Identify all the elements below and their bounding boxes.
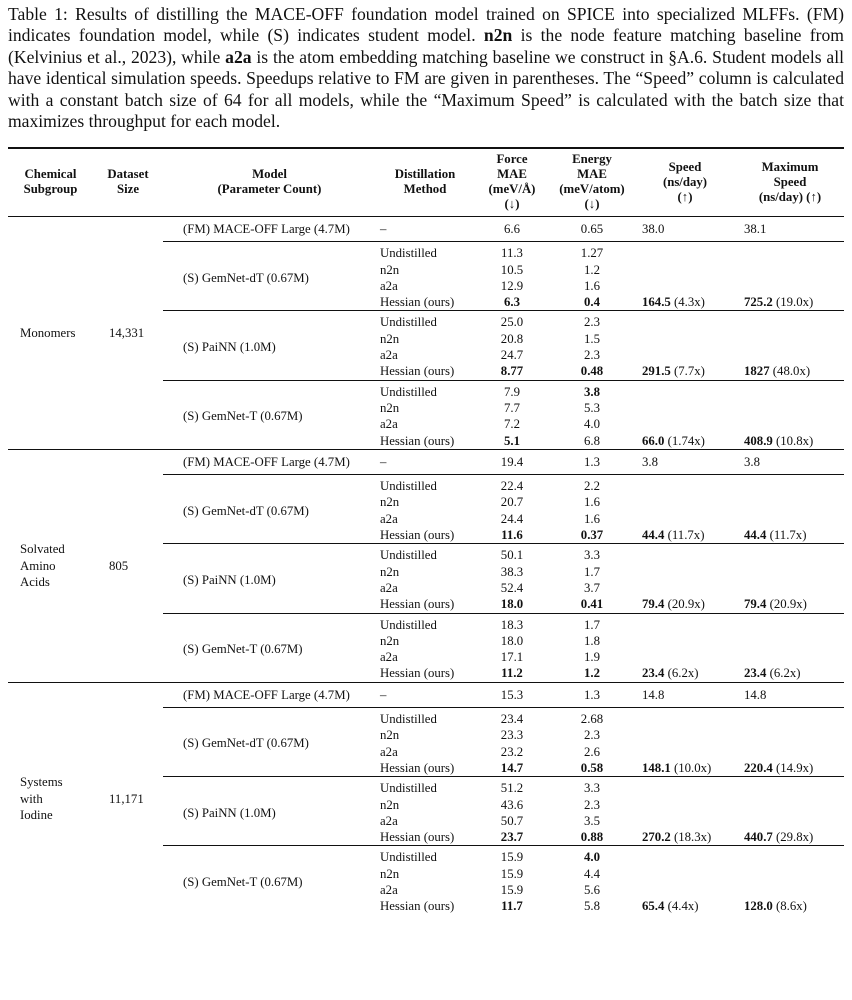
method-name: Hessian (ours) <box>380 899 455 914</box>
max-speedup: (20.9x) <box>769 597 807 612</box>
speed-value <box>634 278 736 294</box>
max-speed-value <box>736 846 844 866</box>
max-speed-value: 3.8 <box>736 449 844 474</box>
method-name: n2n <box>380 633 400 648</box>
max-speed-number: 1827 <box>744 364 770 379</box>
subgroup-name-line: Acids <box>20 574 50 589</box>
subgroup-name <box>8 449 93 682</box>
energy-mae: 1.7 <box>550 613 634 633</box>
speed-number: 65.4 <box>642 899 665 914</box>
speed-value: 3.8 <box>634 449 736 474</box>
force-mae: 20.7 <box>500 495 524 510</box>
speed-value <box>634 580 736 596</box>
force-mae: 7.2 <box>504 417 520 432</box>
caption-text-1: Table 1: Results of distilling the MACE-OFF foundation model trained on SPICE into specialized MLFFs. (FM) indicates foundation model, while (S) indicates student model. <box>8 4 844 46</box>
method-name: Undistilled <box>376 311 474 331</box>
speed-value <box>634 898 736 914</box>
speed-value: 38.0 <box>634 217 736 242</box>
method-name: Undistilled <box>376 380 474 400</box>
model-name: (FM) MACE-OFF Large (4.7M) <box>163 682 376 707</box>
max-speed-value <box>736 311 844 331</box>
method-name: n2n <box>380 564 400 579</box>
energy-mae: 3.3 <box>550 777 634 797</box>
energy-mae: 1.3 <box>550 682 634 707</box>
max-speedup: (6.2x) <box>769 666 801 681</box>
force-mae: 11.7 <box>501 899 523 914</box>
subgroup-name-line: Iodine <box>20 807 53 822</box>
max-speedup: (11.7x) <box>769 528 807 543</box>
energy-mae: 0.88 <box>580 830 604 845</box>
method-name: Undistilled <box>376 708 474 728</box>
max-speed-value: 14.8 <box>736 682 844 707</box>
speed-value <box>634 475 736 495</box>
force-mae: 15.3 <box>474 682 550 707</box>
speedup: (4.4x) <box>667 899 699 914</box>
force-mae: 50.7 <box>500 813 524 828</box>
fm-row <box>8 217 844 242</box>
energy-mae: 3.3 <box>550 544 634 564</box>
method-name: Hessian (ours) <box>380 830 455 845</box>
energy-mae: 4.0 <box>584 417 600 432</box>
energy-mae: 2.3 <box>584 728 600 743</box>
speed-value <box>634 262 736 278</box>
force-mae: 24.4 <box>500 511 524 526</box>
max-speed-value <box>736 797 844 813</box>
method-name: a2a <box>380 417 398 432</box>
method-name: – <box>376 217 474 242</box>
header-row <box>8 150 844 217</box>
speed-value <box>634 760 736 777</box>
force-mae: 7.9 <box>474 380 550 400</box>
speed-number: 23.4 <box>642 666 665 681</box>
max-speed-number: 79.4 <box>744 597 767 612</box>
model-name: (FM) MACE-OFF Large (4.7M) <box>163 217 376 242</box>
speed-value <box>634 708 736 728</box>
method-name: n2n <box>380 797 400 812</box>
force-mae: 17.1 <box>500 650 524 665</box>
caption-text-2: is the node feature matching baseline from (Kelvinius et al., 2023), while <box>8 25 844 67</box>
method-name: Undistilled <box>376 846 474 866</box>
max-speed-value <box>736 898 844 914</box>
force-mae: 19.4 <box>474 449 550 474</box>
speed-value <box>634 511 736 527</box>
force-mae: 51.2 <box>474 777 550 797</box>
energy-mae: 2.3 <box>550 311 634 331</box>
speedup: (18.3x) <box>674 830 712 845</box>
subgroup-name-line: Solvated <box>20 542 65 557</box>
energy-mae: 5.3 <box>584 400 600 415</box>
max-speed-value <box>736 527 844 544</box>
force-mae: 11.3 <box>474 242 550 262</box>
speed-value <box>634 744 736 760</box>
max-speed-value <box>736 262 844 278</box>
max-speedup: (8.6x) <box>776 899 807 914</box>
max-speed-number: 128.0 <box>744 899 773 914</box>
force-mae: 8.77 <box>500 364 524 379</box>
force-mae: 20.8 <box>500 331 524 346</box>
dataset-size: 11,171 <box>93 682 163 914</box>
speed-value <box>634 596 736 613</box>
force-mae: 25.0 <box>474 311 550 331</box>
max-speed-value <box>736 380 844 400</box>
max-speed-value <box>736 564 844 580</box>
energy-mae: 1.2 <box>584 262 600 277</box>
max-speedup: (19.0x) <box>776 295 814 310</box>
energy-mae: 0.48 <box>580 364 604 379</box>
method-name: n2n <box>380 866 400 881</box>
method-name: Hessian (ours) <box>380 528 455 543</box>
max-speed-value <box>736 433 844 450</box>
model-name: (S) GemNet-dT (0.67M) <box>163 242 376 311</box>
speed-number: 44.4 <box>642 528 665 543</box>
speed-value <box>634 613 736 633</box>
method-name: Undistilled <box>376 475 474 495</box>
method-name: Undistilled <box>376 613 474 633</box>
max-speed-value <box>736 511 844 527</box>
speed-value <box>634 564 736 580</box>
header-dataset: Dataset Size <box>93 150 163 217</box>
max-speed-value <box>736 278 844 294</box>
energy-mae: 2.2 <box>550 475 634 495</box>
energy-mae: 3.8 <box>550 380 634 400</box>
speed-value <box>634 813 736 829</box>
energy-mae: 1.6 <box>584 495 600 510</box>
force-mae: 12.9 <box>500 278 524 293</box>
energy-mae: 2.3 <box>584 797 600 812</box>
energy-mae: 1.5 <box>584 331 600 346</box>
energy-mae: 0.65 <box>550 217 634 242</box>
speedup: (6.2x) <box>667 666 699 681</box>
max-speed-value <box>736 708 844 728</box>
max-speed-value <box>736 665 844 682</box>
caption-n2n: n2n <box>483 25 513 46</box>
top-rule <box>8 147 844 149</box>
force-mae: 18.0 <box>500 633 524 648</box>
max-speed-value <box>736 363 844 380</box>
speed-value <box>634 331 736 347</box>
speed-value <box>634 882 736 898</box>
force-mae: 6.6 <box>474 217 550 242</box>
speed-value <box>634 727 736 743</box>
header-force: Force MAE (meV/Å) (↓) <box>474 150 550 217</box>
method-name: Hessian (ours) <box>380 760 455 775</box>
energy-mae: 4.0 <box>550 846 634 866</box>
max-speed-value: 38.1 <box>736 217 844 242</box>
method-name: Undistilled <box>376 544 474 564</box>
speedup: (20.9x) <box>667 597 705 612</box>
method-name: n2n <box>380 400 400 415</box>
force-mae: 11.6 <box>501 528 523 543</box>
header-max-speed: Maximum Speed (ns/day) (↑) <box>736 150 844 217</box>
force-mae: 5.1 <box>504 433 520 448</box>
method-name: n2n <box>380 728 400 743</box>
speed-value <box>634 363 736 380</box>
header-energy: Energy MAE (meV/atom) (↓) <box>550 150 634 217</box>
method-name: Undistilled <box>376 777 474 797</box>
force-mae: 23.3 <box>500 728 524 743</box>
caption-a2a: a2a <box>225 46 252 67</box>
max-speed-value <box>736 596 844 613</box>
method-name: a2a <box>380 511 398 526</box>
model-name: (S) PaiNN (1.0M) <box>163 311 376 380</box>
max-speedup: (48.0x) <box>772 364 811 379</box>
max-speed-value <box>736 866 844 882</box>
model-name: (S) GemNet-T (0.67M) <box>163 380 376 449</box>
force-mae: 38.3 <box>500 564 524 579</box>
energy-mae: 1.9 <box>584 650 600 665</box>
max-speed-value <box>736 829 844 846</box>
method-name: n2n <box>380 495 400 510</box>
force-mae: 43.6 <box>500 797 524 812</box>
model-name: (FM) MACE-OFF Large (4.7M) <box>163 449 376 474</box>
header-speed: Speed (ns/day) (↑) <box>634 150 736 217</box>
energy-mae: 1.6 <box>584 278 600 293</box>
method-name: n2n <box>380 331 400 346</box>
speed-number: 270.2 <box>642 830 671 845</box>
dataset-size: 805 <box>93 449 163 682</box>
speed-value <box>634 649 736 665</box>
energy-mae: 1.27 <box>550 242 634 262</box>
caption-text-3: is the atom embedding matching baseline we construct in §A.6. Student models all have identical simulation speeds. Speedups relative to FM are given in parentheses. The “Speed” column is calculated with a constant batch size of 64 for all models, while the “Maximum Speed” is calculated with the batch size that maximizes throughput for each model. <box>8 46 844 132</box>
method-name: a2a <box>380 882 398 897</box>
force-mae: 6.3 <box>504 295 520 310</box>
method-name: Hessian (ours) <box>380 433 455 448</box>
energy-mae: 1.2 <box>584 666 600 681</box>
speedup: (10.0x) <box>674 760 712 775</box>
method-name: – <box>376 449 474 474</box>
speed-value <box>634 433 736 450</box>
method-name: – <box>376 682 474 707</box>
force-mae: 15.9 <box>474 846 550 866</box>
max-speed-number: 220.4 <box>744 760 773 775</box>
energy-mae: 0.58 <box>580 760 604 775</box>
max-speed-value <box>736 294 844 311</box>
max-speed-number: 44.4 <box>744 528 767 543</box>
force-mae: 18.3 <box>474 613 550 633</box>
model-name: (S) PaiNN (1.0M) <box>163 544 376 613</box>
speed-value <box>634 294 736 311</box>
energy-mae: 2.3 <box>584 348 600 363</box>
speed-value <box>634 544 736 564</box>
table-body <box>8 217 844 915</box>
subgroup-name-line: Amino <box>20 558 56 573</box>
max-speed-value <box>736 331 844 347</box>
energy-mae: 1.3 <box>550 449 634 474</box>
method-name: a2a <box>380 813 398 828</box>
max-speed-number: 440.7 <box>744 830 773 845</box>
speed-number: 148.1 <box>642 760 671 775</box>
energy-mae: 1.7 <box>584 564 600 579</box>
speed-value <box>634 347 736 363</box>
energy-mae: 6.8 <box>584 433 600 448</box>
speed-value <box>634 400 736 416</box>
max-speed-value <box>736 727 844 743</box>
force-mae: 22.4 <box>474 475 550 495</box>
speed-number: 291.5 <box>642 364 671 379</box>
force-mae: 7.7 <box>504 400 520 415</box>
method-name: a2a <box>380 650 398 665</box>
subgroup-name <box>8 682 93 914</box>
speed-value <box>634 829 736 846</box>
force-mae: 14.7 <box>500 760 524 775</box>
energy-mae: 1.6 <box>584 511 600 526</box>
speed-value <box>634 866 736 882</box>
max-speedup: (14.9x) <box>776 760 814 775</box>
energy-mae: 5.6 <box>584 882 600 897</box>
speedup: (11.7x) <box>667 528 705 543</box>
max-speed-value <box>736 882 844 898</box>
method-name: a2a <box>380 278 398 293</box>
speed-value <box>634 416 736 432</box>
method-name: n2n <box>380 262 400 277</box>
model-name: (S) GemNet-dT (0.67M) <box>163 475 376 544</box>
force-mae: 23.2 <box>500 744 524 759</box>
energy-mae: 1.8 <box>584 633 600 648</box>
energy-mae: 4.4 <box>584 866 600 881</box>
max-speed-value <box>736 580 844 596</box>
speed-value: 14.8 <box>634 682 736 707</box>
energy-mae: 5.8 <box>584 899 600 914</box>
max-speed-value <box>736 744 844 760</box>
energy-mae: 0.4 <box>584 295 600 310</box>
max-speedup: (10.8x) <box>776 433 814 448</box>
force-mae: 15.9 <box>500 866 524 881</box>
max-speed-value <box>736 813 844 829</box>
fm-row <box>8 449 844 474</box>
max-speed-value <box>736 613 844 633</box>
table-caption <box>8 4 844 132</box>
force-mae: 18.0 <box>500 597 524 612</box>
energy-mae: 2.6 <box>584 744 600 759</box>
speed-value <box>634 846 736 866</box>
speedup: (7.7x) <box>674 364 705 379</box>
max-speed-value <box>736 400 844 416</box>
subgroup-name-line: Monomers <box>20 325 76 340</box>
header-subgroup: Chemical Subgroup <box>8 150 93 217</box>
max-speed-value <box>736 760 844 777</box>
model-name: (S) GemNet-T (0.67M) <box>163 846 376 915</box>
force-mae: 24.7 <box>500 348 524 363</box>
results-table <box>8 150 844 915</box>
energy-mae: 2.68 <box>550 708 634 728</box>
energy-mae: 3.7 <box>584 580 600 595</box>
max-speed-number: 23.4 <box>744 666 767 681</box>
method-name: a2a <box>380 744 398 759</box>
speed-value <box>634 797 736 813</box>
speed-value <box>634 380 736 400</box>
subgroup-name-line: Systems <box>20 775 63 790</box>
header-method: Distillation Method <box>376 150 474 217</box>
method-name: Hessian (ours) <box>380 295 455 310</box>
force-mae: 52.4 <box>500 580 524 595</box>
max-speed-value <box>736 416 844 432</box>
max-speed-value <box>736 777 844 797</box>
model-name: (S) GemNet-T (0.67M) <box>163 613 376 682</box>
model-name: (S) PaiNN (1.0M) <box>163 777 376 846</box>
max-speed-value <box>736 475 844 495</box>
speed-value <box>634 665 736 682</box>
speed-value <box>634 242 736 262</box>
max-speed-value <box>736 494 844 510</box>
speedup: (1.74x) <box>667 433 705 448</box>
method-name: Hessian (ours) <box>380 666 455 681</box>
speed-number: 164.5 <box>642 295 671 310</box>
method-name: Undistilled <box>376 242 474 262</box>
method-name: Hessian (ours) <box>380 364 455 379</box>
force-mae: 11.2 <box>501 666 523 681</box>
speed-value <box>634 494 736 510</box>
header-model: Model (Parameter Count) <box>163 150 376 217</box>
speed-number: 79.4 <box>642 597 665 612</box>
force-mae: 23.4 <box>474 708 550 728</box>
method-name: Hessian (ours) <box>380 597 455 612</box>
energy-mae: 3.5 <box>584 813 600 828</box>
subgroup-name <box>8 217 93 450</box>
energy-mae: 0.41 <box>580 597 604 612</box>
speed-number: 66.0 <box>642 433 665 448</box>
max-speedup: (29.8x) <box>776 830 814 845</box>
force-mae: 15.9 <box>500 882 524 897</box>
max-speed-value <box>736 544 844 564</box>
speed-value <box>634 633 736 649</box>
force-mae: 23.7 <box>500 830 524 845</box>
force-mae: 50.1 <box>474 544 550 564</box>
dataset-size: 14,331 <box>93 217 163 450</box>
max-speed-value <box>736 242 844 262</box>
speed-value <box>634 527 736 544</box>
model-name: (S) GemNet-dT (0.67M) <box>163 708 376 777</box>
method-name: a2a <box>380 348 398 363</box>
speedup: (4.3x) <box>674 295 705 310</box>
subgroup-name-line: with <box>20 791 43 806</box>
fm-row <box>8 682 844 707</box>
speed-value <box>634 777 736 797</box>
max-speed-value <box>736 347 844 363</box>
max-speed-value <box>736 649 844 665</box>
max-speed-value <box>736 633 844 649</box>
energy-mae: 0.37 <box>580 528 604 543</box>
max-speed-number: 408.9 <box>744 433 773 448</box>
max-speed-number: 725.2 <box>744 295 773 310</box>
force-mae: 10.5 <box>500 262 524 277</box>
speed-value <box>634 311 736 331</box>
method-name: a2a <box>380 580 398 595</box>
